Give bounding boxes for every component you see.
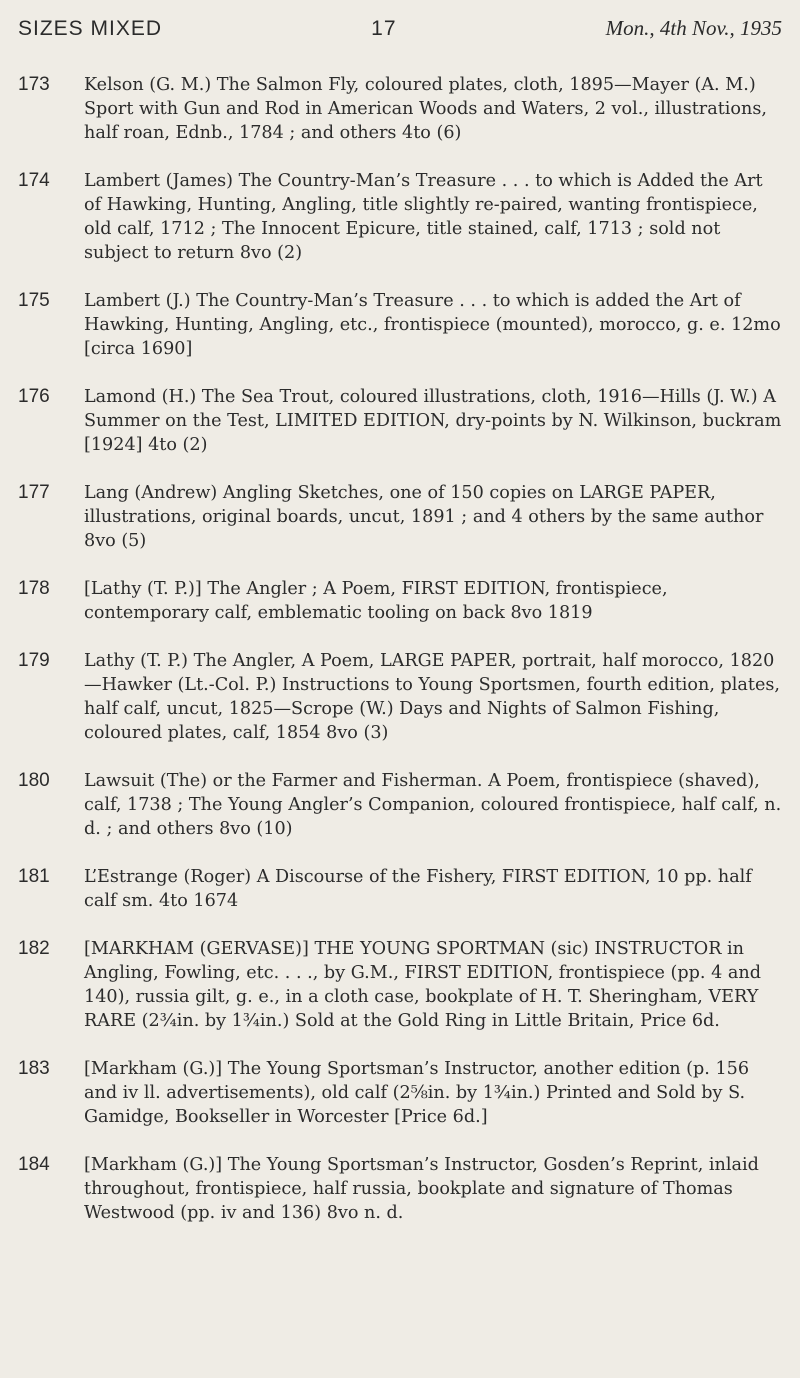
- lot-description: [Markham (G.)] The Young Sportsman’s Instructor, Gosden’s Reprint, inlaid throughout, frontispiece, half russia, bookplate and signature of Thomas Westwood (pp. iv and 136) 8vo n. d.: [84, 1155, 759, 1223]
- page-number: 17: [371, 17, 397, 40]
- lot-description: Lathy (T. P.) The Angler, A Poem, LARGE PAPER, portrait, half morocco, 1820—Hawker (Lt.-Col. P.) Instructions to Young Sportsmen, fourth edition, plates, half calf, uncut, 1825—Scrope (W.) Days and Nights of Salmon Fishing, coloured plates, calf, 1854 8vo (3): [84, 651, 781, 743]
- lot-description: [Lathy (T. P.)] The Angler ; A Poem, FIRST EDITION, frontispiece, contemporary calf, emblematic tooling on back 8vo 1819: [84, 579, 668, 623]
- lot-entry: [18, 1153, 782, 1225]
- lot-description: [Markham (G.)] The Young Sportsman’s Instructor, another edition (p. 156 and iv ll. advertisements), old calf (2⅝in. by 1¾in.) Printed and Sold by S. Gamidge, Bookseller in Worcester [Price 6d.]: [84, 1059, 750, 1127]
- lot-entry: [18, 649, 782, 745]
- lot-number: 178: [18, 578, 50, 599]
- lot-entry: [18, 385, 782, 457]
- lot-description: Lamond (H.) The Sea Trout, coloured illustrations, cloth, 1916—Hills (J. W.) A Summer on the Test, LIMITED EDITION, dry-points by N. Wilkinson, buckram [1924] 4to (2): [84, 387, 782, 455]
- lot-description: Kelson (G. M.) The Salmon Fly, coloured plates, cloth, 1895—Mayer (A. M.) Sport with Gun and Rod in American Woods and Waters, 2 vol., illustrations, half roan, Ednb., 1784 ; and others 4to (6): [84, 75, 767, 143]
- lot-description: L’Estrange (Roger) A Discourse of the Fishery, FIRST EDITION, 10 pp. half calf sm. 4to 1674: [84, 867, 752, 911]
- lot-entry: [18, 1057, 782, 1129]
- sale-date: Mon., 4th Nov., 1935: [605, 16, 782, 40]
- lot-description: [MARKHAM (GERVASE)] THE YOUNG SPORTMAN (sic) INSTRUCTOR in Angling, Fowling, etc. . . ., by G.M., FIRST EDITION, frontispiece (pp. 4 and 140), russia gilt, g. e., in a cloth case, bookplate of H. T. Sheringham, VERY RARE (2¾in. by 1¾in.) Sold at the Gold Ring in Little Britain, Price 6d.: [84, 939, 761, 1031]
- lot-number: 179: [18, 650, 50, 671]
- lot-number: 174: [18, 170, 50, 191]
- lot-number: 182: [18, 938, 50, 959]
- lot-number: 181: [18, 866, 50, 887]
- lot-number: 175: [18, 290, 50, 311]
- lot-entry: [18, 289, 782, 361]
- page-header: [18, 16, 782, 41]
- lot-description: Lawsuit (The) or the Farmer and Fisherman. A Poem, frontispiece (shaved), calf, 1738 ; The Young Angler’s Companion, coloured frontispiece, half calf, n. d. ; and others 8vo (10): [84, 771, 782, 839]
- lot-list: [18, 73, 782, 1225]
- lot-number: 173: [18, 74, 50, 95]
- lot-entry: [18, 73, 782, 145]
- lot-number: 177: [18, 482, 50, 503]
- lot-number: 180: [18, 770, 50, 791]
- lot-entry: [18, 577, 782, 625]
- lot-entry: [18, 937, 782, 1033]
- lot-description: Lambert (J.) The Country-Man’s Treasure . . . to which is added the Art of Hawking, Hunting, Angling, etc., frontispiece (mounted), morocco, g. e. 12mo [circa 1690]: [84, 291, 781, 359]
- lot-description: Lambert (James) The Country-Man’s Treasure . . . to which is Added the Art of Hawking, Hunting, Angling, title slightly re-paired, wanting frontispiece, old calf, 1712 ; The Innocent Epicure, title stained, calf, 1713 ; sold not subject to return 8vo (2): [84, 171, 763, 263]
- lot-entry: [18, 169, 782, 265]
- lot-entry: [18, 865, 782, 913]
- lot-description: Lang (Andrew) Angling Sketches, one of 150 copies on LARGE PAPER, illustrations, original boards, uncut, 1891 ; and 4 others by the same author 8vo (5): [84, 483, 764, 551]
- lot-entry: [18, 481, 782, 553]
- header-section-title: SIZES MIXED: [18, 17, 163, 40]
- lot-number: 183: [18, 1058, 50, 1079]
- lot-entry: [18, 769, 782, 841]
- lot-number: 176: [18, 386, 50, 407]
- lot-number: 184: [18, 1154, 50, 1175]
